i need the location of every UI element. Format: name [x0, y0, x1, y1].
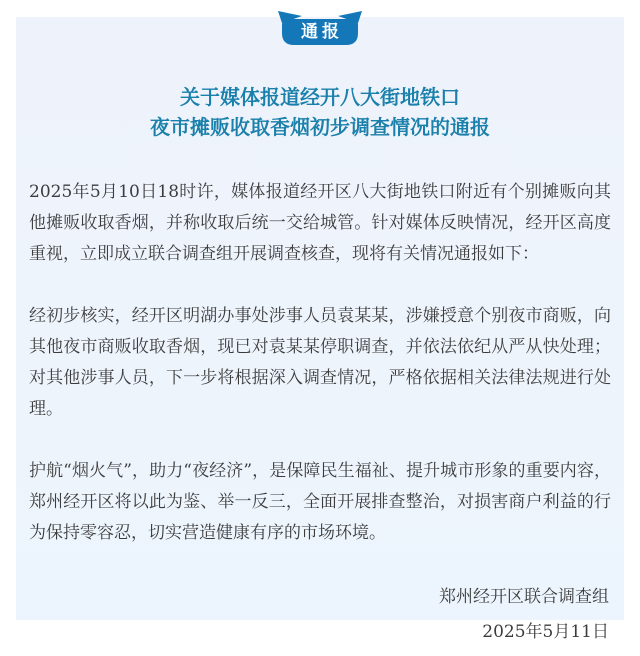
- signature-block: [29, 580, 611, 650]
- notice-paragraph-1: 2025年5月10日18时许，媒体报道经开区八大街地铁口附近有个别摊贩向其他摊贩收取香烟，并称收取后统一交给城管。针对媒体反映情况，经开区高度重视，立即成立联合调查组开展调查核查，现将有关情况通报如下：: [29, 182, 611, 264]
- notice-paragraph-3: 护航“烟火气”，助力“夜经济”，是保障民生福祉、提升城市形象的重要内容，郑州经开区将以此为鉴、举一反三，全面开展排查整治，对损害商户利益的行为保持零容忍，切实营造健康有序的市场环境。: [29, 461, 611, 543]
- signature-org: 郑州经开区联合调查组: [439, 587, 609, 607]
- page-title-line2: 夜市摊贩收取香烟初步调查情况的通报: [150, 117, 490, 139]
- page-title: [29, 83, 611, 143]
- badge-label: 通报: [301, 22, 343, 41]
- signature-date: 2025年5月11日: [482, 622, 609, 642]
- notice-body: [29, 177, 611, 549]
- page-title-line1: 关于媒体报道经开八大街地铁口: [180, 87, 460, 109]
- notice-badge: [276, 9, 364, 45]
- notice-paragraph-2: 经初步核实，经开区明湖办事处涉事人员袁某某，涉嫌授意个别夜市商贩，向其他夜市商贩收取香烟，现已对袁某某停职调查，并依法依纪从严从快处理；对其他涉事人员，下一步将根据深入调查情况，严格依据相关法律法规进行处理。: [29, 306, 611, 419]
- notice-card: [16, 17, 624, 642]
